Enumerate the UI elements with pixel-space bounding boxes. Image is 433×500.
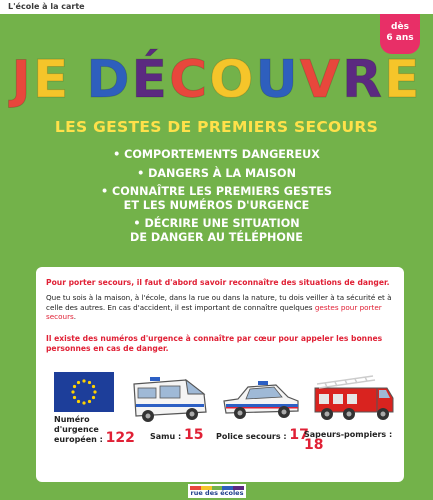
panel-body-highlight: gestes pour porter secours <box>46 302 382 321</box>
title-letter: E <box>383 50 422 110</box>
topic-item: • DANGERS À LA MAISON <box>137 166 296 180</box>
emergency-samu-label: Samu : <box>150 432 182 441</box>
fire-truck-icon <box>311 370 397 424</box>
book-title <box>0 50 433 110</box>
title-letter: J <box>11 50 33 110</box>
series-label: L'école à la carte <box>8 2 85 11</box>
emergency-firefighters-label: Sapeurs-pompiers : <box>304 430 393 439</box>
age-badge-line1: dès <box>391 22 409 32</box>
topic-item: • COMPORTEMENTS DANGEREUX <box>113 148 320 161</box>
title-letter: O <box>209 50 256 110</box>
title-letter: R <box>341 50 384 110</box>
age-badge-line2: 6 ans <box>386 33 414 43</box>
emergency-eu-number: 122 <box>105 430 135 446</box>
publisher-logo <box>188 484 246 498</box>
title-letter: D <box>86 50 132 110</box>
top-bar <box>0 0 433 14</box>
title-letter <box>70 50 86 110</box>
publisher-name: rue des écoles <box>190 489 244 497</box>
emergency-police-label: Police secours : <box>216 432 287 441</box>
emergency-firefighters <box>304 430 404 452</box>
emergency-eu <box>54 415 135 445</box>
eu-flag-icon <box>54 372 114 412</box>
panel-body <box>46 293 396 322</box>
panel-body-text: Que tu sois à la maison, à l'école, dans la rue ou dans la nature, tu dois veiller à ta sécurité et à celle des autres. En cas d'accident, il est important de connaître quelques <box>46 293 392 312</box>
title-letter: C <box>169 50 210 110</box>
police-car-icon <box>220 377 302 421</box>
info-panel <box>36 267 404 482</box>
topic-item: • DÉCRIRE UNE SITUATION DE DANGER AU TÉLÉPHONE <box>130 217 303 244</box>
emergency-samu-number: 15 <box>183 427 204 443</box>
panel-intro: Pour porter secours, il faut d'abord savoir reconnaître des situations de danger. <box>46 278 390 287</box>
emergency-eu-label: Numéro d'urgence européen : <box>54 415 103 444</box>
title-letter: E <box>32 50 71 110</box>
numbers-intro: Il existe des numéros d'urgence à connaître par cœur pour appeler les bonnes personnes en cas de danger. <box>46 334 383 353</box>
ambulance-icon <box>128 372 210 424</box>
emergency-police-number: 17 <box>289 427 309 443</box>
emergency-samu <box>150 427 204 443</box>
age-badge <box>380 14 420 54</box>
book-subtitle: LES GESTES DE PREMIERS SECOURS <box>54 118 379 136</box>
emergency-firefighters-number: 18 <box>304 437 324 453</box>
emergency-police <box>216 427 309 443</box>
topic-list <box>0 148 433 249</box>
title-letter: É <box>131 50 170 110</box>
title-letter: V <box>299 50 342 110</box>
topic-item: • CONNAÎTRE LES PREMIERS GESTES ET LES NUMÉROS D'URGENCE <box>101 185 332 212</box>
title-letter: U <box>255 50 300 110</box>
panel-body-end: . <box>73 312 77 321</box>
